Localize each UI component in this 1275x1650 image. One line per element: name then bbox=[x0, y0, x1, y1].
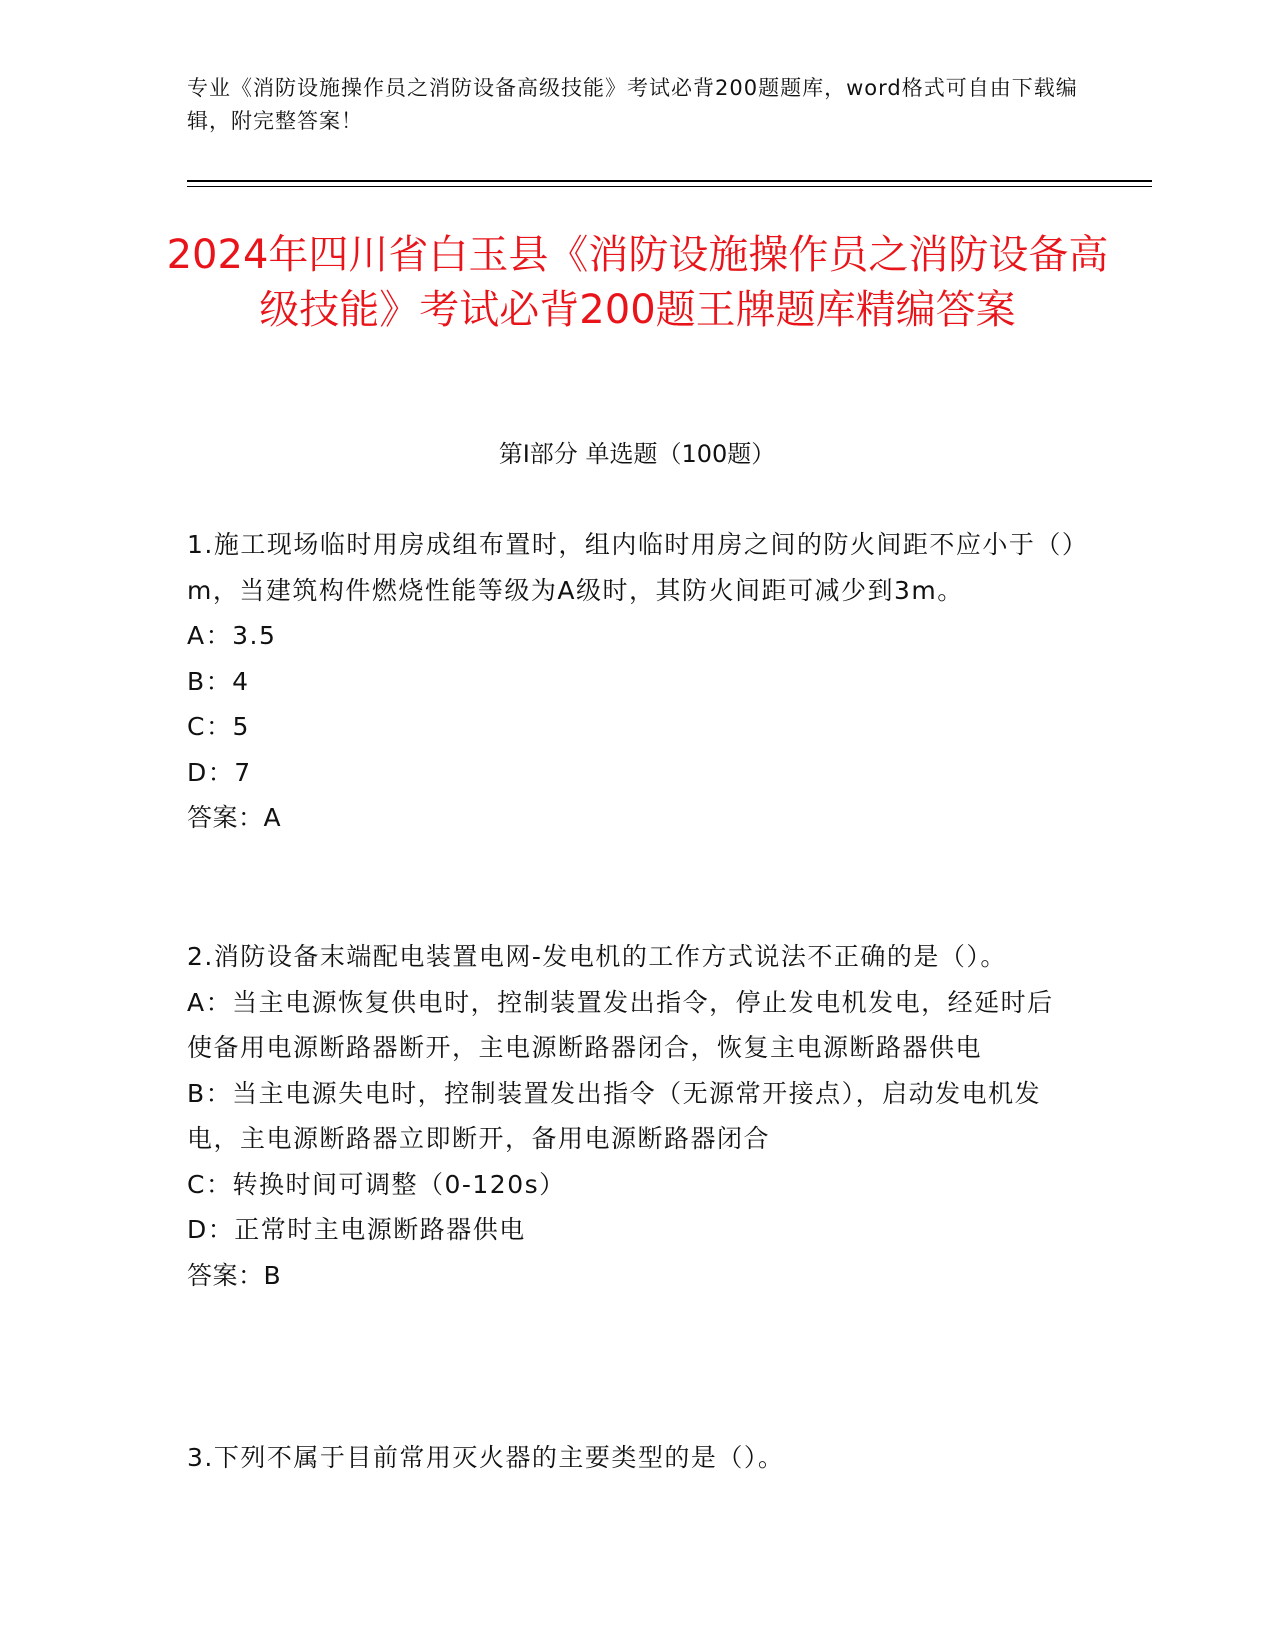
header-note: 专业《消防设施操作员之消防设备高级技能》考试必背200题题库，word格式可自由下载编辑，附完整答案！ bbox=[187, 76, 1078, 133]
option-a: A：当主电源恢复供电时，控制装置发出指令，停止发电机发电，经延时后使备用电源断路器断开，主电源断路器闭合，恢复主电源断路器供电 bbox=[187, 987, 1054, 1062]
option-d: D：7 bbox=[187, 757, 252, 787]
option-b: B：4 bbox=[187, 666, 250, 696]
answer-label: 答案：B bbox=[187, 1260, 282, 1290]
header-divider-thick bbox=[187, 180, 1152, 182]
question-stem: 2.消防设备末端配电装置电网-发电机的工作方式说法不正确的是（）。 bbox=[187, 942, 1007, 971]
option-c: C：转换时间可调整（0-120s） bbox=[187, 1169, 566, 1199]
option-b: B：当主电源失电时，控制装置发出指令（无源常开接点），启动发电机发电，主电源断路器立即断开，备用电源断路器闭合 bbox=[187, 1078, 1042, 1153]
document-title: 2024年四川省白玉县《消防设施操作员之消防设备高级技能》考试必背200题王牌题库精编答案 bbox=[166, 232, 1109, 333]
option-d: D：正常时主电源断路器供电 bbox=[187, 1215, 526, 1244]
question-1 bbox=[187, 522, 1077, 841]
question-2 bbox=[187, 934, 1077, 1298]
option-a: A：3.5 bbox=[187, 621, 277, 650]
question-stem: 1.施工现场临时用房成组布置时，组内临时用房之间的防火间距不应小于（）m，当建筑构件燃烧性能等级为A级时，其防火间距可减少到3m。 bbox=[187, 530, 1076, 605]
option-c: C：5 bbox=[187, 712, 250, 741]
header-divider-thin bbox=[187, 186, 1152, 187]
question-stem: 3.下列不属于目前常用灭火器的主要类型的是（）。 bbox=[187, 1443, 785, 1472]
answer-label: 答案：A bbox=[187, 803, 282, 832]
section-title: 第Ⅰ部分 单选题（100题） bbox=[498, 440, 776, 468]
question-3 bbox=[187, 1435, 1077, 1481]
